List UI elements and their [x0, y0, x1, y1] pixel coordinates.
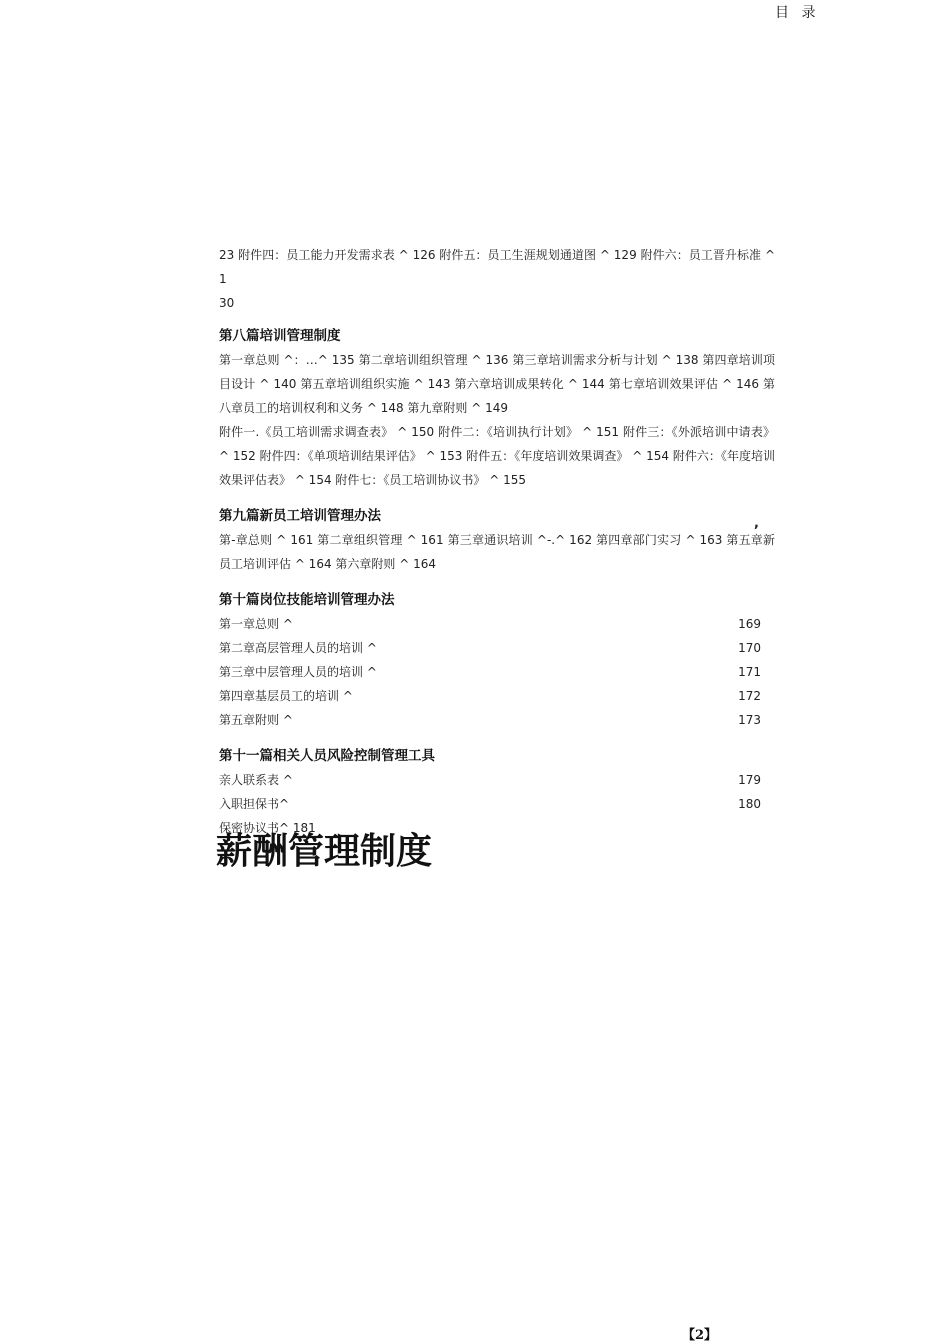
- toc-row-page: 170: [738, 641, 761, 655]
- toc-row: [219, 708, 761, 732]
- section-8-title: 第八篇培训管理制度: [219, 328, 341, 344]
- section-8-chapters: 第一章总则 ^：…^ 135 第二章培训组织管理 ^ 136 第三章培训需求分析与计划 ^ 138 第四章培训项目设计 ^ 140 第五章培训组织实施 ^ 143 第六章培训成果转化 ^ 144 第七章培训效果评估 ^ 146 第八章员工的培训权利和义务 ^ 148 第九章附则 ^ 149: [219, 353, 775, 415]
- toc-row-label: 第五章附则 ^: [219, 713, 293, 727]
- section-9-heading: [219, 504, 775, 531]
- toc-row-page: 173: [738, 713, 761, 727]
- toc-row-label: 亲人联系表 ^: [219, 773, 293, 787]
- toc-row-label: 第二章高层管理人员的培训 ^: [219, 641, 377, 655]
- intro-line-2: 30: [219, 296, 235, 310]
- section-10-title: 第十篇岗位技能培训管理办法: [219, 592, 395, 608]
- toc-header-title: 目 录: [775, 5, 820, 21]
- toc-row: [219, 612, 761, 636]
- next-part-title: 薪酬管理制度: [216, 831, 433, 872]
- toc-row-label: 第四章基层员工的培训 ^: [219, 689, 353, 703]
- toc-row: [219, 792, 761, 816]
- section-8-attachments: 附件一.《员工培训需求调查表》 ^ 150 附件二：《培训执行计划》 ^ 151 附件三：《外派培训中请表》 ^ 152 附件四：《单项培训结果评估》 ^ 153 附件五：《年度培训效果调查》 ^ 154 附件六：《年度培训效果评估表》 ^ 154 附件七：《员工培训协议书》 ^ 155: [219, 425, 775, 487]
- intro-line-1: 23 附件四：员工能力开发需求表 ^ 126 附件五：员工生涯规划通道图 ^ 129 附件六：员工晋升标准 ^ 1: [219, 248, 775, 286]
- section-9-title: 第九篇新员工培训管理办法: [219, 508, 381, 524]
- section-9-mark: ,: [754, 516, 759, 531]
- toc-row-page: 169: [738, 617, 761, 631]
- toc-row-page: 179: [738, 773, 761, 787]
- toc-row-label: 入职担保书^: [219, 797, 290, 811]
- section-9-chapters: 第-章总则 ^ 161 第二章组织管理 ^ 161 第三章通识培训 ^-.^ 162 第四章部门实习 ^ 163 第五章新员工培训评估 ^ 164 第六章附则 ^ 164: [219, 533, 775, 571]
- page-number: 【2】: [682, 1328, 718, 1343]
- section-11-last-line: 保密协议书^ 181: [219, 821, 316, 835]
- toc-row-page: 172: [738, 689, 761, 703]
- toc-content: [216, 243, 775, 872]
- toc-row-label: 第一章总则 ^: [219, 617, 293, 631]
- section-11-list: [219, 768, 775, 840]
- toc-row: [219, 636, 761, 660]
- toc-row: [219, 684, 761, 708]
- toc-row-page: 171: [738, 665, 761, 679]
- toc-row: [219, 660, 761, 684]
- toc-row-page: 180: [738, 797, 761, 811]
- section-11-title: 第十一篇相关人员风险控制管理工具: [219, 748, 435, 764]
- toc-row: [219, 768, 761, 792]
- section-10-list: [219, 612, 775, 732]
- toc-row-label: 第三章中层管理人员的培训 ^: [219, 665, 377, 679]
